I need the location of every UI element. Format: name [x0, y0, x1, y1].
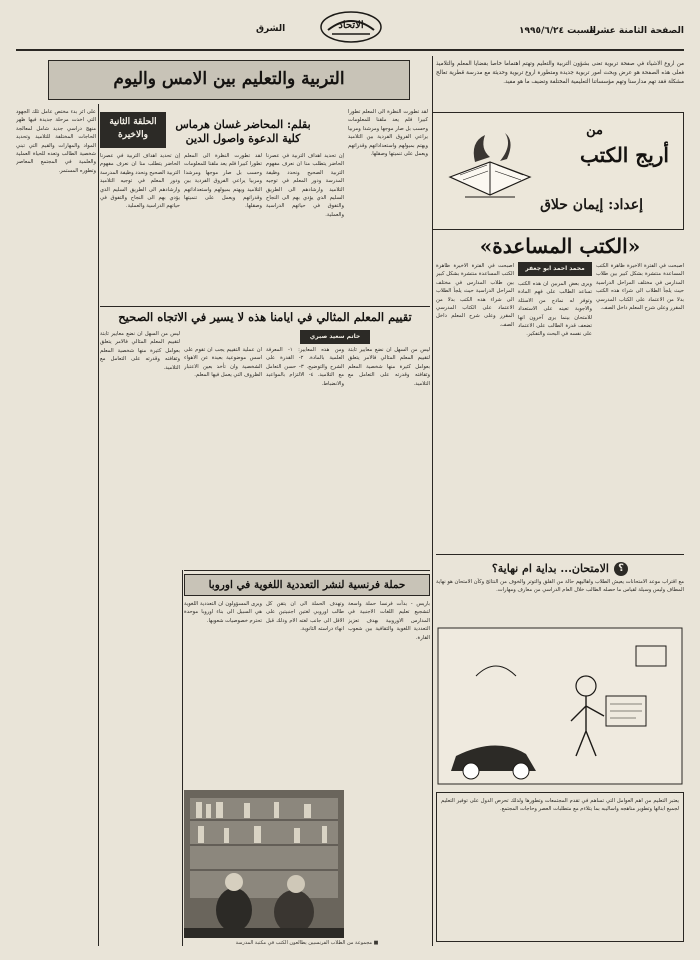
bottom-box-text: يعتبر التعليم من اهم العوامل التي تساهم في تقدم المجتمعات وتطورها ولذلك تحرص الدول على توفير التعليم لجميع ابنائها وتطوير مناهجه واساليبه بما يتلاءم مع متطلبات العصر وحاجات المجتمع. [441, 798, 679, 813]
french-title: حملة فرنسية لنشر التعددية اللغوية في اوروبا [208, 579, 406, 591]
french-col-2: وتهدف الحملة الى ان يتقن كل طالب اوروبي لغتين اجنبيتين على الاقل الى جانب لغته الام وذلك قبل انهاء دراسته الثانوية. [266, 601, 344, 633]
article1-title-prefix: بقلم: المحاضر غسان هرماس [175, 118, 311, 131]
open-book-icon [445, 127, 535, 212]
exam-illustration [436, 626, 684, 786]
article1-title [168, 118, 318, 146]
banner-title: التربية والتعليم بين الامس واليوم [113, 69, 345, 89]
french-photo-caption: ■ مجموعة من الطلاب الفرنسيين يطالعون الكتب في مكتبة المدرسة [235, 940, 379, 946]
exam-top-rule [436, 554, 684, 555]
teacher-col-3: ان عملية التقييم يجب ان تقوم على اسس موضوعية بعيدة عن الاهواء الشخصية وان تأخذ بعين الاعتبار الظروف التي يعمل فيها المعلم. [184, 347, 262, 379]
teacher-byline: حاتم سعيد صبري [300, 330, 370, 344]
column-rule-left [98, 104, 99, 946]
logo-word-books: أريج الكتب [579, 143, 669, 167]
exam-title-text: الامتحان... بداية ام نهاية؟ [491, 562, 609, 575]
exam-text: مع اقتراب موعد الامتحانات يعيش الطلاب واهاليهم حالة من القلق والتوتر والخوف من النتائج وكأن الامتحان هو نهاية المطاف وليس وسيلة لقياس ما حصله الطالب خلال العام الدراسي من معارف ومهارات. [436, 579, 684, 594]
exam-cartoon-icon [436, 626, 684, 786]
issue-date: السبت ١٩٩٥/٦/٢٤ [519, 26, 596, 36]
article1-kicker-text: الحلقة الثانية والاخيرة [109, 117, 157, 140]
logo-word-from: من [586, 123, 603, 138]
books-col-2: ويرى بعض المربين ان هذه الكتب تساعد الطالب على فهم المادة وتوفر له نماذج من الاسئلة والاجوبة تعينه على الاستعداد للامتحان بينما يرى آخرون انها تضعف قدرة الطالب على الاعتماد على نفسه في البحث والتفكير. [518, 281, 592, 338]
teacher-col-4: ليس من السهل ان نضع معايير ثابتة لتقييم المعلم المثالي فالامر يتعلق بعوامل كثيرة منها شخصية المعلم وثقافته وقدرته على التعامل مع التلاميذ. [100, 331, 180, 371]
page-number-label: الصفحة الثامنة عشرة [589, 26, 684, 36]
bottom-right-box [436, 792, 684, 942]
banner-box [48, 60, 410, 100]
teacher-col-1: ليس من السهل ان نضع معايير ثابتة لتقييم المعلم المثالي فالامر يتعلق بعوامل كثيرة منها شخصية المعلم وثقافته وقدرته على التعامل مع التلاميذ. [348, 347, 430, 387]
library-photo-icon [184, 790, 344, 938]
french-col-1: باريس - بدأت فرنسا حملة واسعة لتشجيع تعليم اللغات الاجنبية في المدارس الاوروبية بهدف تعزيز التعددية اللغوية والثقافية بين شعوب القارة. [348, 601, 430, 641]
column-rule-mid [182, 570, 183, 946]
masthead [16, 6, 684, 50]
teacher-col-2: ومن هذه المعايير: ١- المعرفة العلمية بالمادة. ٢- القدرة على الشرح والتوضيح. ٣- حسن التعامل مع التلاميذ. ٤- الالتزام بالمواعيد والانضباط. [266, 347, 344, 387]
article1-col-4: لقد تطورت النظرة الى المعلم تطورا كبيرا فلم يعد ملقنا للمعلومات وحسب بل صار موجها ومرشدا ومربيا يراعي الفروق الفردية بين التلاميذ ويهتم بميولهم واستعداداتهم وقدراتهم ويعمل على تنميتها وصقلها. [348, 109, 428, 158]
article1-kicker [100, 112, 166, 148]
masthead-title: الاتحاد [338, 20, 364, 31]
column-logo-box [432, 112, 684, 230]
article1-col-2: لقد تطورت النظرة الى المعلم تطورا كبيرا فلم يعد ملقنا للمعلومات وحسب بل صار موجها ومرشدا ومربيا يراعي الفروق الفردية بين التلاميذ ويهتم بميولهم واستعداداتهم وقدراتهم ويعمل على تنميتها وصقلها. [184, 153, 262, 210]
article1-author: المحاضر غسان هرماس [175, 118, 284, 131]
books-byline: محمد احمد ابو جعفر [518, 262, 592, 276]
french-top-rule [184, 570, 430, 571]
books-col-3: اصبحت في الفترة الاخيرة ظاهرة الكتب المساعدة منتشرة بشكل كبير بين طلاب المدارس في مختلف المراحل الدراسية حيث يلجأ الطلاب الى شراء هذه الكتب بدلا من الاعتماد على الكتاب المدرسي المقرر وعلى شرح المعلم داخل الصف. [436, 263, 514, 328]
intro-text: من اروع الاشياء في صفحة تربوية تعنى بشؤون التربية والتعليم وتهتم اهتماما خاصا بقضايا المعلم والتلاميذ فعلى هذه الصفحة هو عرض وبحث امور تربوية جديدة ومتطورة اروع تربوية وحديثة مع مدرسة قطرية تعالج مشكلة فقد تهم مدارسنا وتهم مؤسساتنا التعليمية المختلفة وتضيف ما هو مفيد. [436, 61, 684, 85]
exam-question-icon: ؟ [614, 562, 628, 576]
books-col-1: اصبحت في الفترة الاخيرة ظاهرة الكتب المساعدة منتشرة بشكل كبير بين طلاب المدارس في مختلف المراحل الدراسية حيث يلجأ الطلاب الى شراء هذه الكتب بدلا من الاعتماد على الكتاب المدرسي المقرر وعلى شرح المعلم داخل الصف. [596, 263, 684, 312]
french-photo [184, 790, 344, 938]
teacher-title: تقييم المعلم المثالي في ايامنا هذه لا يسير في الاتجاه الصحيح [118, 310, 412, 324]
french-col-3: ويرى المسؤولون ان التعددية اللغوية هي السبيل الى بناء اوروبا موحدة تحترم خصوصيات شعوبها. [184, 601, 262, 624]
column-editor: إعداد: إيمان حلاق [540, 197, 643, 213]
french-title-box [184, 574, 430, 596]
masthead-logo-text: الشرق [256, 24, 286, 34]
teacher-top-rule [100, 306, 430, 307]
article1-far-left-col: على اثر بدء مختص عامل تلك الجهود التي اخذت مرحلة جديدة فيها ظهر منهج دراسي جديد شامل لمعالجة الحاجات المختلفة للتلاميذ وتحديد المواد والمهارات والقيم التي تبني شخصية الطالب وتعده للحياة العملية والعلمية في المجتمع المعاصر وتطوره المستمر. [16, 109, 96, 174]
masthead-rule [16, 49, 684, 51]
article1-col-1: إن تحديد اهداف التربية في عصرنا الحاضر يتطلب منا ان نعرف مفهوم التربية الصحيح ونحدد وظيفة المدرسة ودور المعلم في توجيه التلاميذ وارشادهم الى الطريق السليم الذي يؤدي بهم الى النجاح والتفوق في حياتهم الدراسية والعملية. [100, 153, 180, 210]
column-rule-right [432, 56, 433, 946]
article1-affiliation: كلية الدعوة واصول الدين [185, 132, 301, 145]
exam-title [436, 558, 684, 576]
books-title: «الكتب المساعدة» [479, 234, 641, 258]
article1-col-3: إن تحديد اهداف التربية في عصرنا الحاضر يتطلب منا ان نعرف مفهوم التربية الصحيح ونحدد وظيفة المدرسة ودور المعلم في توجيه التلاميذ وارشادهم الى الطريق السليم الذي يؤدي بهم الى النجاح والتفوق في حياتهم الدراسية والعملية. [266, 153, 344, 218]
